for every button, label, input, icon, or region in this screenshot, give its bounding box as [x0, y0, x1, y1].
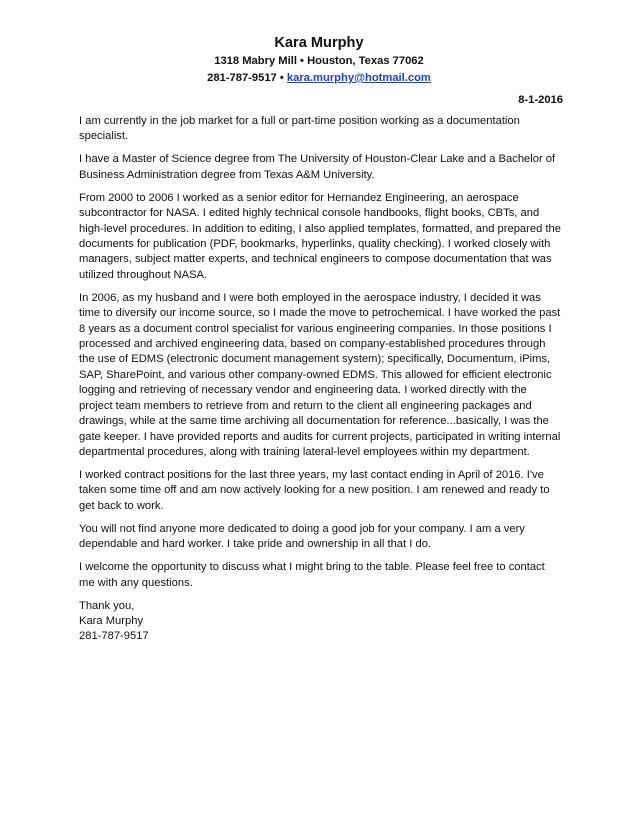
paragraph-contract-positions: I worked contract positions for the last three years, my last contact ending in April of 2016. I've taken some time off and am now actively looking for a new position. I am renewed and ready to get back to work. — [79, 468, 550, 512]
closing-phone: 281-787-9517 — [79, 630, 149, 643]
letter-body — [79, 114, 561, 645]
paragraph-invitation: I welcome the opportunity to discuss what I might bring to the table. Please feel free to contact me with any questions. — [79, 561, 545, 589]
paragraph-intro: I am currently in the job market for a full or part-time position working as a documentation specialist. — [79, 115, 520, 143]
contact-separator: • — [276, 72, 287, 84]
paragraph-dedication: You will not find anyone more dedicated to doing a good job for your company. I am a very dependable and hard worker. I take pride and ownership in all that I do. — [79, 522, 525, 551]
sender-phone: 281-787-9517 — [207, 72, 277, 84]
closing-name: Kara Murphy — [79, 614, 144, 627]
paragraph-education: I have a Master of Science degree from The University of Houston-Clear Lake and a Bachelor of Business Administration degree from Texas A&M University. — [79, 153, 556, 181]
closing-block — [79, 599, 561, 645]
sender-contact-line — [0, 72, 638, 84]
paragraph-hernandez-experience: From 2000 to 2006 I worked as a senior editor for Hernandez Engineering, an aerospace subcontractor for NASA. I edited highly technical console handbooks, flight books, CBTs, and high-level procedures. In addition to editing, I also applied templates, formatted, and prepared the documents for publication (PDF, bookmarks, hyperlinks, quality checking). I worked closely with managers, subject matter experts, and technical engineers to compose documentation that was utilized throughout NASA. — [79, 191, 561, 281]
sender-address: 1318 Mabry Mill • Houston, Texas 77062 — [214, 55, 424, 67]
sender-name: Kara Murphy — [274, 35, 364, 51]
sender-email-link[interactable]: kara.murphy@hotmail.com — [286, 72, 431, 84]
letter-date: 8-1-2016 — [518, 94, 563, 106]
paragraph-petrochemical-experience: In 2006, as my husband and I were both employed in the aerospace industry, I decided it was time to diversify our income source, so I made the move to petrochemical. I have worked the past 8 years as a document control specialist for various engineering companies. In those positions I processed and archived engineering data, based on company-established procedures through the use of EDMS (electronic document management system); specifically, Documentum, iPims, SAP, SharePoint, and various other company-owned EDMS. This allowed for efficient electronic logging and retrieving of necessary vendor and engineering data. I worked directly with the project team members to retrieve from and return to the client all engineering packages and drawings, while at the same time archiving all documentation for reference...basically, I was the gate keeper. I have provided reports and audits for current projects, participated in writing internal departmental procedures, along with training lateral-level employees within my department. — [79, 291, 561, 458]
closing-salutation: Thank you, — [79, 599, 135, 612]
